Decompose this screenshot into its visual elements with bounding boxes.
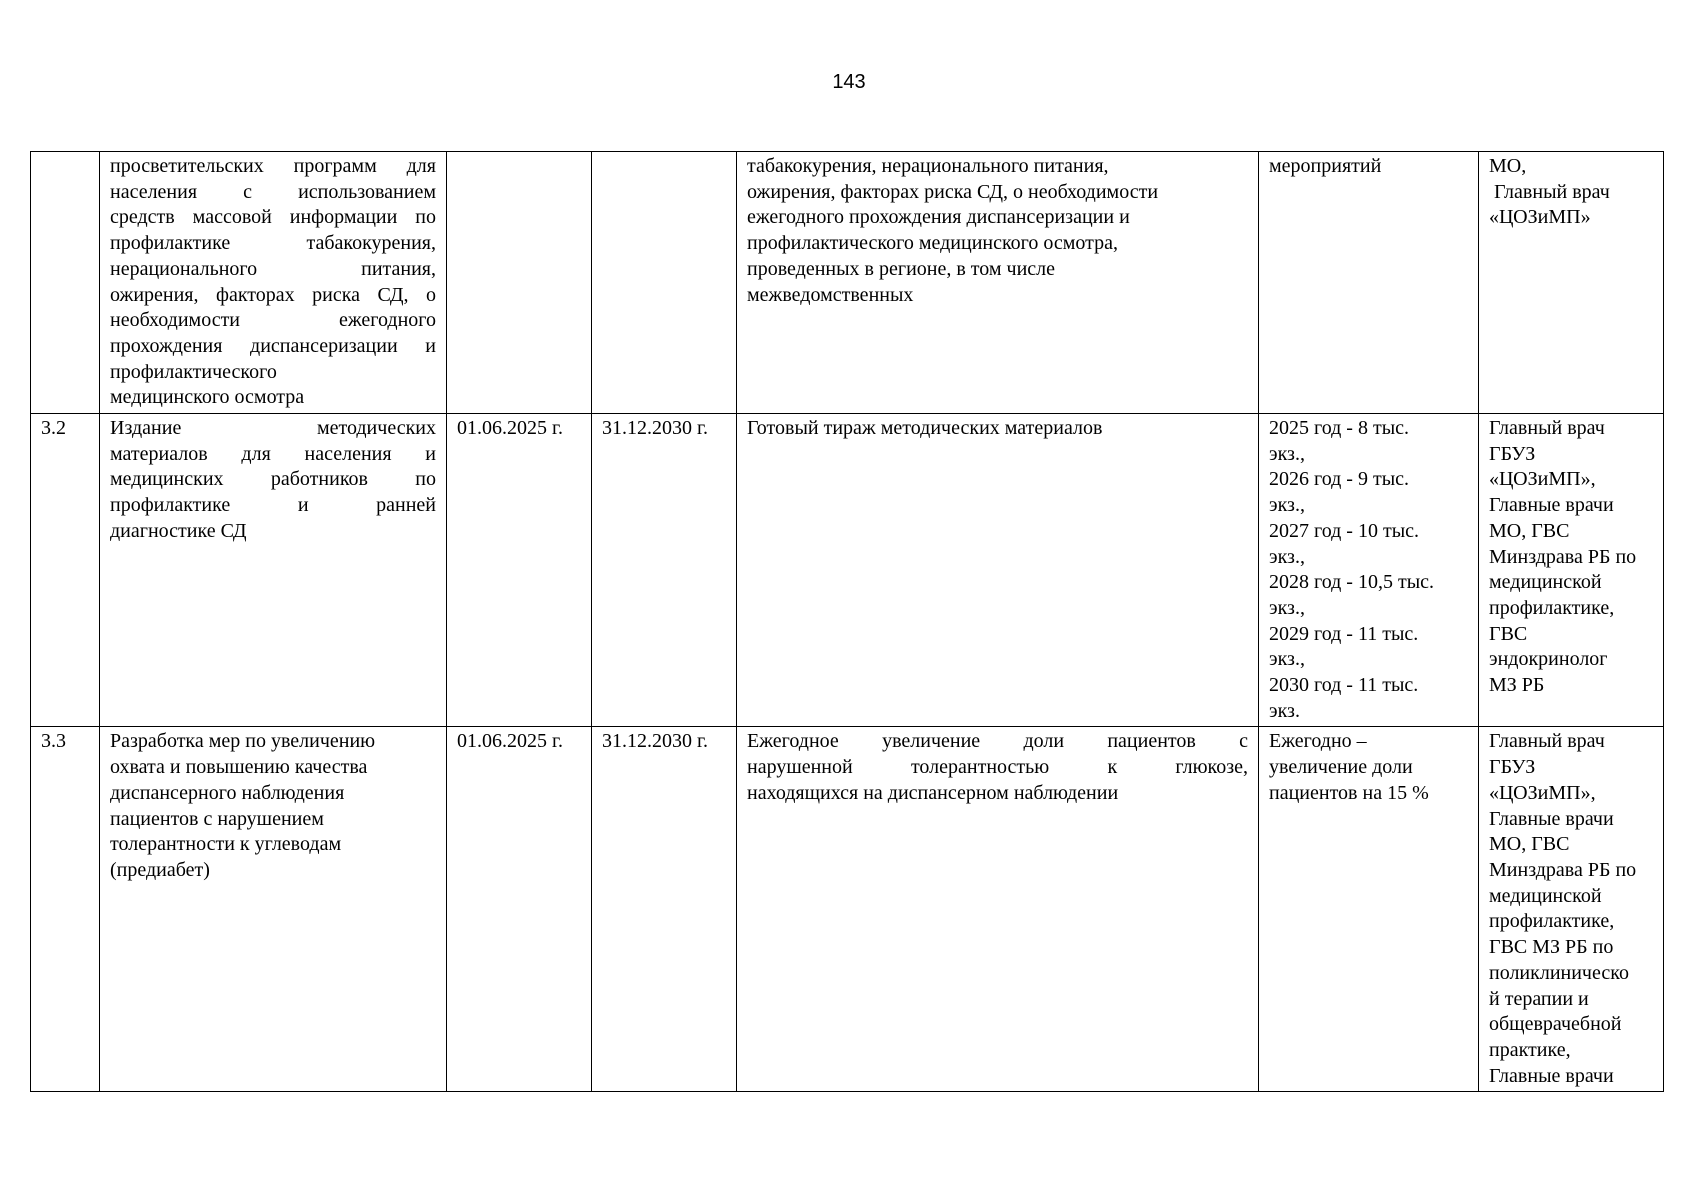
end-date-cell [592,152,737,414]
row-number-cell [31,152,100,414]
end-date-cell: 31.12.2030 г. [592,727,737,1092]
page-number: 143 [832,71,866,93]
responsible-cell: МО, Главный врач «ЦОЗиМП» [1479,152,1664,414]
start-date-cell: 01.06.2025 г. [447,414,592,727]
table-row [31,727,1664,1092]
responsible-cell: Главный врач ГБУЗ «ЦОЗиМП», Главные врачи МО, ГВС Минздрава РБ по медицинской профилактике, ГВС эндокринолог МЗ РБ [1479,414,1664,727]
result-cell: табакокурения, нерационального питания, ожирения, факторах риска СД, о необходимости ежегодного прохождения диспансеризации и профилактического медицинского осмотра, проведенных в регионе, в том числе межведомственных [737,152,1259,414]
indicator-cell: Ежегодно – увеличение доли пациентов на 15 % [1259,727,1479,1092]
table-row [31,152,1664,414]
table-row [31,414,1664,727]
indicator-cell: 2025 год - 8 тыс. экз., 2026 год - 9 тыс. экз., 2027 год - 10 тыс. экз., 2028 год - 10,5 тыс. экз., 2029 год - 11 тыс. экз., 2030 год - 11 тыс. экз. [1259,414,1479,727]
start-date-cell [447,152,592,414]
end-date-cell: 31.12.2030 г. [592,414,737,727]
row-number-cell: 3.3 [31,727,100,1092]
result-cell: Готовый тираж методических материалов [737,414,1259,727]
responsible-cell: Главный врач ГБУЗ «ЦОЗиМП», Главные врачи МО, ГВС Минздрава РБ по медицинской профилактике, ГВС МЗ РБ по поликлиническо й терапии и общеврачебной практике, Главные врачи [1479,727,1664,1092]
event-cell: Издание методических материалов для населения и медицинских работников по профилактике и ранней диагностике СД [100,414,447,727]
event-cell: просветительских программ для населения с использованием средств массовой информации по профилактике табакокурения, нерационального питания, ожирения, факторах риска СД, о необходимости ежегодного прохождения диспансеризации и профилактического медицинского осмотра [100,152,447,414]
row-number-cell: 3.2 [31,414,100,727]
start-date-cell: 01.06.2025 г. [447,727,592,1092]
result-cell: Ежегодное увеличение доли пациентов с нарушенной толерантностью к глюкозе, находящихся на диспансерном наблюдении [737,727,1259,1092]
event-cell: Разработка мер по увеличению охвата и повышению качества диспансерного наблюдения пациентов с нарушением толерантности к углеводам (предиабет) [100,727,447,1092]
activity-plan-table [30,151,1664,1092]
indicator-cell: мероприятий [1259,152,1479,414]
